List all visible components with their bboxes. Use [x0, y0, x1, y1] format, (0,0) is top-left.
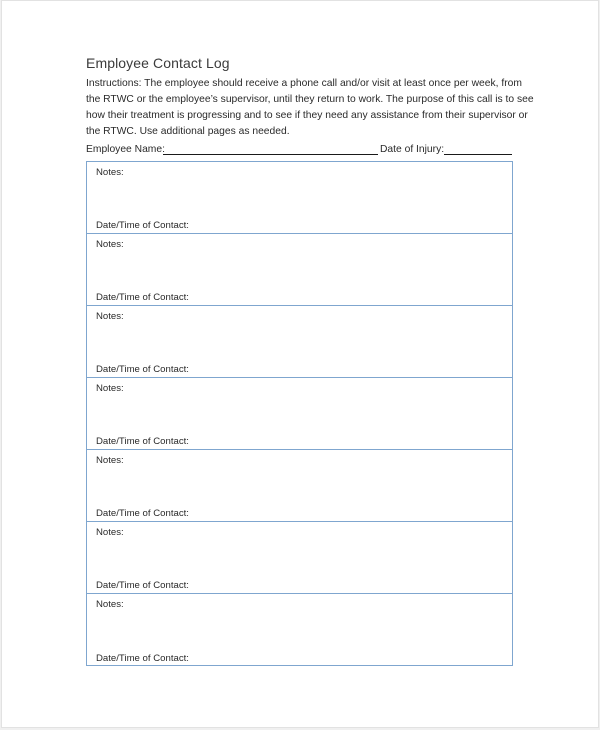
- date-time-of-contact-label: Date/Time of Contact:: [96, 653, 189, 664]
- date-time-of-contact-label: Date/Time of Contact:: [96, 220, 189, 231]
- instructions-line: the RTWC. Use additional pages as needed.: [86, 126, 290, 137]
- contact-entry[interactable]: [87, 162, 512, 234]
- employee-name-field[interactable]: [163, 154, 378, 155]
- date-time-of-contact-label: Date/Time of Contact:: [96, 580, 189, 591]
- instructions-line: the RTWC or the employee’s supervisor, until they return to work. The purpose of this call is to see: [86, 94, 534, 105]
- contact-entry[interactable]: [87, 306, 512, 378]
- header-fields: [86, 142, 516, 158]
- document-page: [1, 0, 599, 728]
- contact-entry[interactable]: [87, 378, 512, 450]
- contact-entry[interactable]: [87, 450, 512, 522]
- instructions-line: Instructions: The employee should receive a phone call and/or visit at least once per week, from: [86, 78, 522, 89]
- notes-label: Notes:: [96, 311, 124, 322]
- employee-name-label: Employee Name:: [86, 144, 165, 155]
- contact-entry[interactable]: [87, 522, 512, 594]
- contact-entry[interactable]: [87, 594, 512, 666]
- notes-label: Notes:: [96, 599, 124, 610]
- notes-label: Notes:: [96, 239, 124, 250]
- date-of-injury-label: Date of Injury:: [380, 144, 445, 155]
- page-title: Employee Contact Log: [86, 55, 230, 71]
- date-of-injury-field[interactable]: [444, 154, 512, 155]
- notes-label: Notes:: [96, 455, 124, 466]
- date-time-of-contact-label: Date/Time of Contact:: [96, 292, 189, 303]
- date-time-of-contact-label: Date/Time of Contact:: [96, 508, 189, 519]
- notes-label: Notes:: [96, 167, 124, 178]
- contact-entry[interactable]: [87, 234, 512, 306]
- instructions-line: how their treatment is progressing and to see if they need any assistance from their supervisor or: [86, 110, 528, 121]
- contact-log-table: [86, 161, 513, 666]
- instructions-paragraph: [86, 76, 534, 140]
- notes-label: Notes:: [96, 527, 124, 538]
- date-time-of-contact-label: Date/Time of Contact:: [96, 364, 189, 375]
- date-time-of-contact-label: Date/Time of Contact:: [96, 436, 189, 447]
- notes-label: Notes:: [96, 383, 124, 394]
